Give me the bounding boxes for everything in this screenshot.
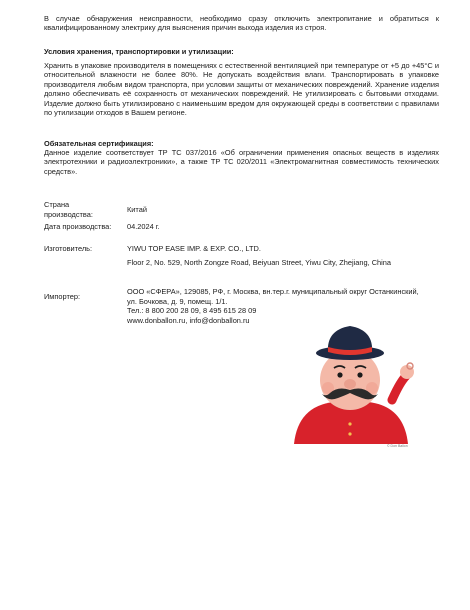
certification-text: Данное изделие соответствует ТР ТС 037/2016 «Об ограничении применения опасных веществ в изделиях электротехники и радиоэлектроники», а также ТР ТС 020/2011 «Электромагнитная совместимость технических средств».	[44, 148, 439, 176]
intro-paragraph: В случае обнаружения неисправности, необходимо сразу отключить электропитание и обратиться к квалифицированному электрику для выяснения причин выхода изделия из строя.	[44, 14, 439, 33]
mascot-eye	[337, 372, 342, 377]
storage-heading: Условия хранения, транспортировки и утилизации:	[44, 47, 234, 56]
mascot-arm	[392, 376, 406, 400]
mascot-eye	[357, 372, 362, 377]
country-label: Страна производства:	[44, 200, 93, 219]
importer-value: ООО «СФЕРА», 129085, РФ, г. Москва, вн.тер.г. муниципальный округ Останкинский, ул. Бочкова, д. 9, помещ. 1/1. Тел.: 8 800 200 28 09, 8 495 615 28 09 www.donballon.ru, info@donballon.ru	[127, 287, 419, 325]
country-value: Китай	[127, 205, 147, 214]
mascot-nose	[344, 379, 356, 389]
manufacturer-label: Изготовитель:	[44, 244, 93, 253]
coat-button	[348, 422, 351, 425]
coat-button	[348, 432, 351, 435]
date-value: 04.2024 г.	[127, 222, 160, 231]
manufacturer-value: YIWU TOP EASE IMP. & EXP. CO., LTD. Floor 2, No. 529, North Zongze Road, Beiyuan Street, Yiwu City, Zhejiang, China	[127, 244, 392, 267]
certification-heading: Обязательная сертификация:	[44, 139, 154, 148]
storage-text: Хранить в упаковке производителя в помещениях с естественной вентиляцией при температуре от +5 до +45°С и относительной влажности не более 80%. Не допускать воздействия влаги. Транспортировать в упаковке производителя любым видом транспорта, при условии защиты от механических повреждений. Хранение изделия должно обеспечивать её сохранность от механических повреждений. Не утилизировать с бытовыми отходами. Изделие должно быть утилизировано с наименьшим вредом для окружающей среды в соответствии с правилами по утилизации отходов в Вашем регионе.	[44, 61, 439, 118]
mascot-illustration	[288, 320, 416, 450]
date-label: Дата производства:	[44, 222, 112, 231]
importer-label: Импортер:	[44, 292, 81, 301]
mascot-credit: © Don Ballon	[387, 444, 408, 448]
